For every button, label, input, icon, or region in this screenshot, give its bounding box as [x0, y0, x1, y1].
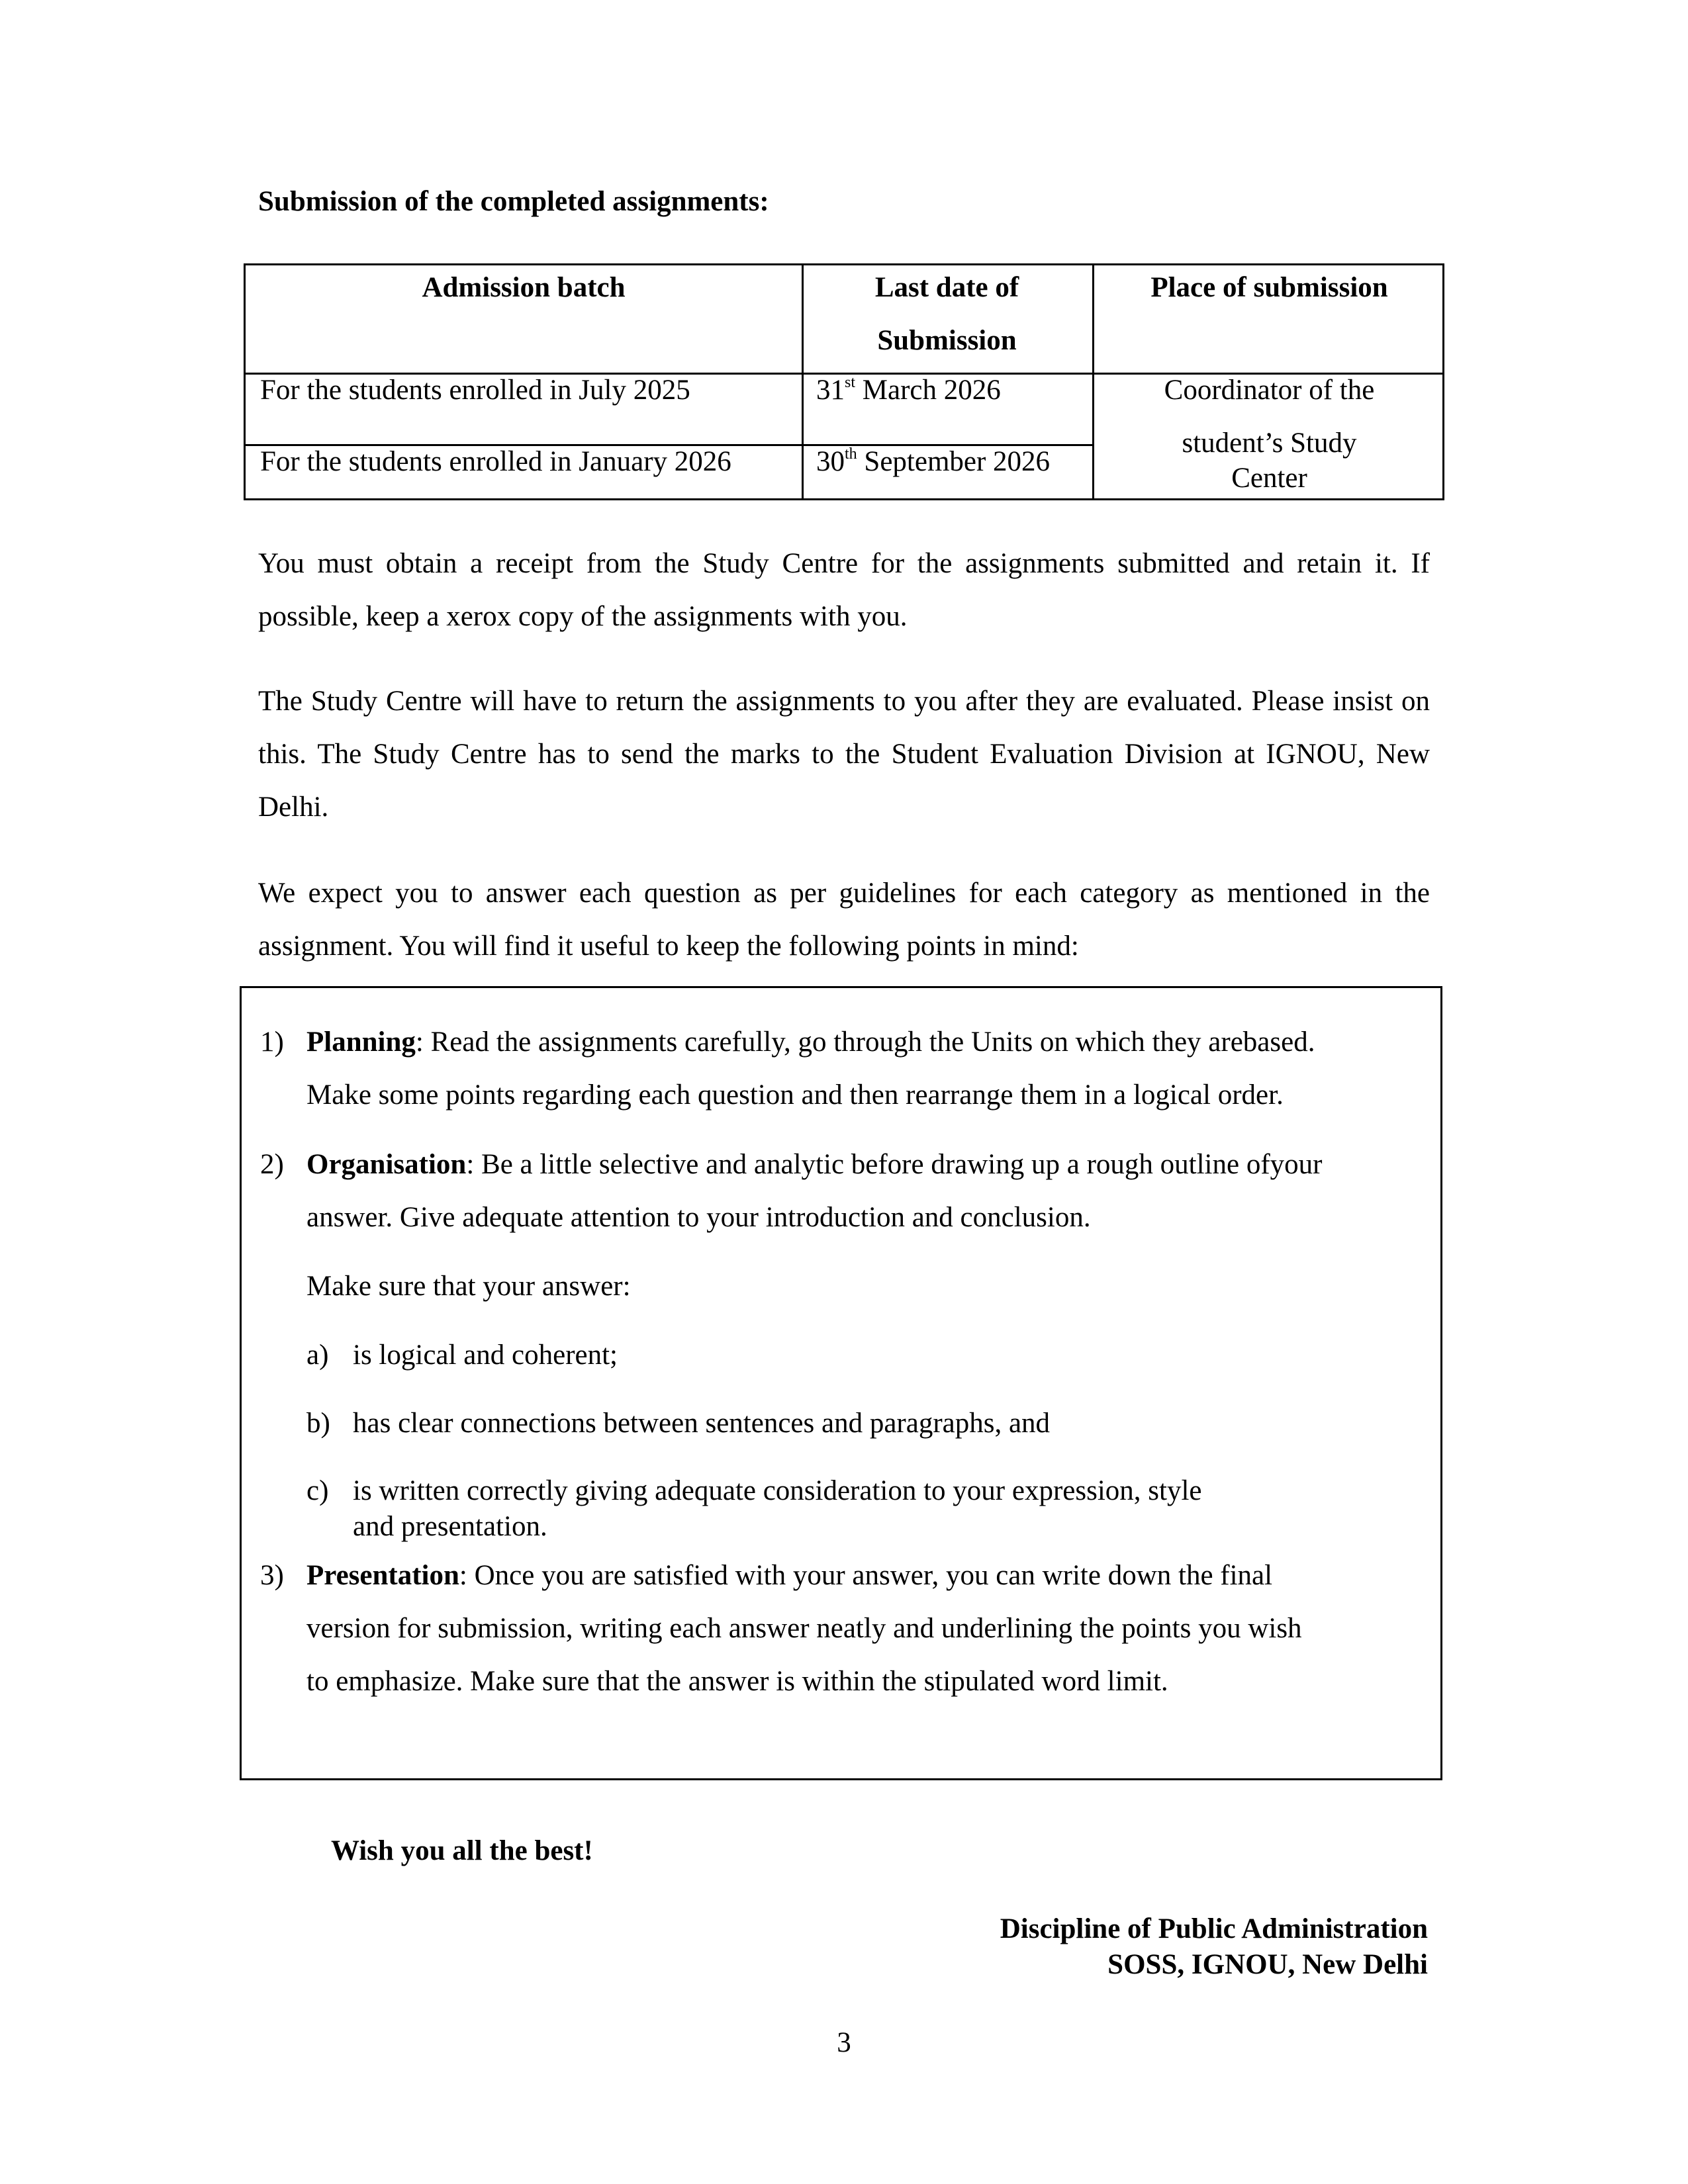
row2-date: 30th September 2026 — [816, 445, 1051, 477]
planning-line-2: Make some points regarding each question and then rearrange them in a logical order. — [306, 1079, 1284, 1111]
presentation-line-3: to emphasize. Make sure that the answer is within the stipulated word limit. — [306, 1666, 1168, 1697]
organisation-line-2: answer. Give adequate attention to your introduction and conclusion. — [306, 1202, 1091, 1233]
paragraph-expectations: We expect you to answer each question as per guidelines for each category as mentioned in the assignment. You will find it useful to keep the following points in mind: — [258, 878, 1430, 962]
row2-batch: For the students enrolled in January 2026 — [260, 446, 731, 477]
subitem-text: has clear connections between sentences and paragraphs, and — [353, 1408, 1051, 1439]
signature-line-2: SOSS, IGNOU, New Delhi — [1107, 1949, 1428, 1980]
page-number: 3 — [837, 2027, 851, 2058]
subitem-letter: b) — [306, 1408, 330, 1439]
place-line-1: Coordinator of the — [1164, 375, 1375, 406]
section-heading: Submission of the completed assignments: — [258, 186, 769, 217]
paragraph-receipt: You must obtain a receipt from the Study Centre for the assignments submitted and retain it. If possible, keep a xerox copy of the assignments with you. — [258, 548, 1430, 632]
item-number: 3) — [260, 1560, 284, 1591]
subitem-letter: c) — [306, 1475, 329, 1506]
item-number: 1) — [260, 1026, 284, 1058]
item-number: 2) — [260, 1149, 284, 1180]
header-admission-batch: Admission batch — [422, 272, 626, 303]
paragraph-return: The Study Centre will have to return the assignments to you after they are evaluated. Please insist on this. The Study Centre has to send the marks to the Student Evaluation Division at IGNOU, New Delhi. — [258, 686, 1430, 823]
signature-line-1: Discipline of Public Administration — [1000, 1913, 1428, 1944]
header-last-date-line1: Last date of — [874, 272, 1019, 303]
place-line-2: student’s Study — [1182, 428, 1357, 459]
planning-line-1: Planning: Read the assignments carefully, go through the Units on which they arebased. — [306, 1026, 1315, 1058]
signature-block — [1000, 1911, 1428, 1983]
row1-batch: For the students enrolled in July 2025 — [260, 375, 690, 406]
row1-date: 31st March 2026 — [816, 374, 1001, 406]
place-line-3: Center — [1231, 463, 1307, 494]
closing-wish: Wish you all the best! — [331, 1835, 593, 1866]
guidelines-box — [240, 986, 1442, 1780]
subitem-text-continued: and presentation. — [353, 1511, 547, 1542]
organisation-line-1: Organisation: Be a little selective and analytic before drawing up a rough outline ofyour — [306, 1149, 1323, 1180]
header-last-date-line2: Submission — [877, 325, 1017, 356]
subitem-text: is logical and coherent; — [353, 1340, 618, 1371]
presentation-line-1: Presentation: Once you are satisfied with your answer, you can write down the final — [306, 1560, 1273, 1591]
make-sure-line: Make sure that your answer: — [306, 1271, 631, 1302]
header-place-of-submission: Place of submission — [1150, 272, 1388, 303]
subitem-letter: a) — [306, 1340, 329, 1371]
presentation-line-2: version for submission, writing each answer neatly and underlining the points you wish — [306, 1613, 1302, 1644]
submission-table — [244, 263, 1444, 500]
subitem-text: is written correctly giving adequate consideration to your expression, style — [353, 1475, 1202, 1506]
